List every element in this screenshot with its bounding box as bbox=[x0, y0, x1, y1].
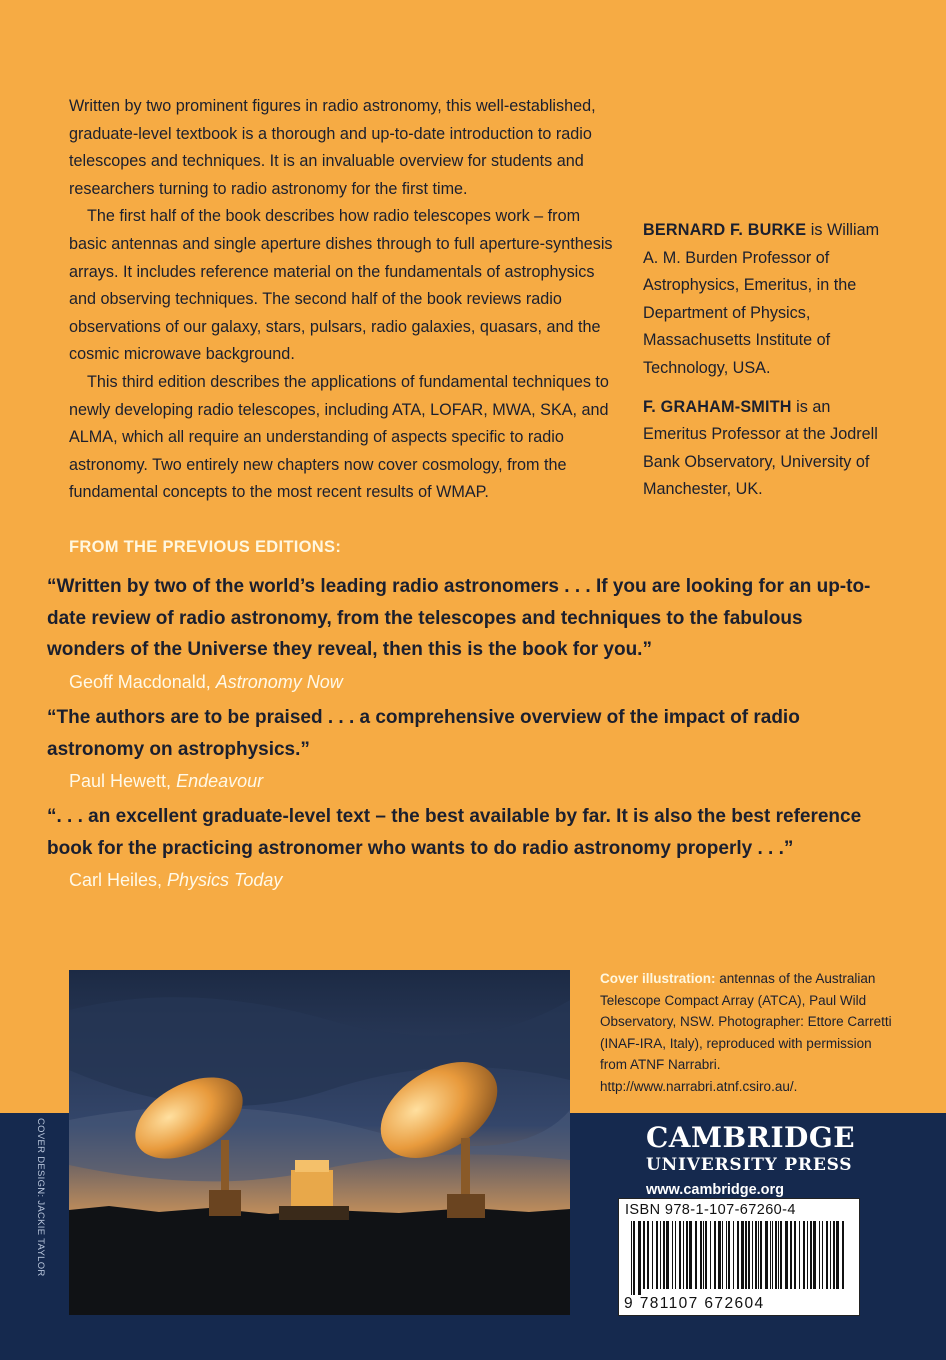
barcode-bar bbox=[741, 1221, 744, 1289]
barcode-bar bbox=[663, 1221, 665, 1289]
barcode-bar bbox=[785, 1221, 788, 1289]
book-description bbox=[69, 93, 614, 507]
barcode-bar bbox=[760, 1221, 762, 1289]
author-name: F. GRAHAM-SMITH bbox=[643, 397, 792, 416]
barcode-bar bbox=[726, 1221, 727, 1289]
barcode-bar bbox=[745, 1221, 747, 1289]
barcode-bar bbox=[826, 1221, 828, 1289]
quote-source: Physics Today bbox=[167, 870, 283, 890]
barcode-bar bbox=[813, 1221, 816, 1289]
barcode-bar bbox=[836, 1221, 839, 1289]
barcode-bar bbox=[758, 1221, 759, 1289]
publisher-logo bbox=[646, 1122, 855, 1198]
caption-lead: Cover illustration: bbox=[600, 971, 716, 986]
barcode-bar bbox=[722, 1221, 723, 1289]
quote-attribution bbox=[69, 768, 877, 794]
quote-attribution bbox=[69, 867, 877, 893]
quote-author: Carl Heiles, bbox=[69, 870, 168, 890]
barcode-bar bbox=[748, 1221, 750, 1289]
cover-illustration-caption bbox=[600, 968, 900, 1097]
quote-text: “. . . an excellent graduate-level text – the best available by far. It is also the best reference book for the practicing astronomer who wants to do radio astronomy properly . . .” bbox=[47, 806, 862, 859]
barcode-bar bbox=[672, 1221, 673, 1289]
quote-source: Astronomy Now bbox=[215, 671, 343, 692]
barcode-bar bbox=[819, 1221, 820, 1289]
barcode-bar bbox=[631, 1221, 632, 1295]
barcode-digits: 9 781107 672604 bbox=[624, 1295, 765, 1312]
previous-editions-heading: FROM THE PREVIOUS EDITIONS: bbox=[69, 538, 342, 556]
barcode-bar bbox=[737, 1221, 739, 1289]
barcode-bar bbox=[647, 1221, 649, 1289]
review-quote bbox=[47, 702, 877, 794]
caption-text: antennas of the Australian Telescope Compact Array (ATCA), Paul Wild Observatory, NSW. Photographer: Ettore Carretti (INAF-IRA, Italy), reproduced with permission from ATNF Narrabri. http://www.narrabri.atnf.csiro.au/. bbox=[600, 971, 892, 1094]
barcode-bar bbox=[772, 1221, 773, 1289]
description-paragraph-1: Written by two prominent figures in radio astronomy, this well-established, graduate-level textbook is a thorough and up-to-date introduction to radio telescopes and techniques. It is an invaluable overview for students and researchers turning to radio astronomy for the first time. bbox=[69, 97, 596, 198]
author-bio-text: is an Emeritus Professor at the Jodrell Bank Observatory, University of Manchester, UK. bbox=[643, 397, 878, 499]
quote-text: “The authors are to be praised . . . a comprehensive overview of the impact of radio astronomy on astrophysics.” bbox=[47, 707, 800, 760]
barcode-bar bbox=[714, 1221, 716, 1289]
author-bio-text: is William A. M. Burden Professor of Astrophysics, Emeritus, in the Department of Physics, Massachusetts Institute of Technology, USA. bbox=[643, 221, 880, 377]
barcode-bar bbox=[710, 1221, 711, 1289]
author-bio-graham-smith bbox=[643, 394, 893, 504]
barcode-bar bbox=[728, 1221, 730, 1289]
barcode-bar bbox=[700, 1221, 702, 1289]
quote-attribution bbox=[69, 669, 877, 695]
cover-design-credit: COVER DESIGN: JACKIE TAYLOR bbox=[35, 1118, 46, 1277]
review-quote bbox=[47, 801, 877, 893]
cover-photo bbox=[69, 970, 570, 1315]
barcode-bar bbox=[775, 1221, 777, 1289]
barcode-bar bbox=[703, 1221, 704, 1289]
publisher-url: www.cambridge.org bbox=[646, 1182, 785, 1198]
quote-author: Paul Hewett, bbox=[69, 771, 177, 791]
barcode-bar bbox=[679, 1221, 681, 1289]
publisher-subtitle: UNIVERSITY PRESS bbox=[646, 1155, 853, 1175]
barcode-bar bbox=[794, 1221, 796, 1289]
barcode-bar bbox=[822, 1221, 823, 1289]
barcode-bar bbox=[656, 1221, 658, 1289]
radio-telescope-photo bbox=[69, 970, 570, 1315]
barcode-bar bbox=[689, 1221, 692, 1289]
barcode-bar bbox=[755, 1221, 757, 1289]
quote-text: “Written by two of the world’s leading radio astronomers . . . If you are looking for an up-to-date review of radio astronomy, from the telescopes and techniques to the fabulous wonders of the Universe they reveal, then this is the book for you.” bbox=[47, 576, 871, 660]
barcode-bar bbox=[780, 1221, 782, 1289]
barcode-bar bbox=[686, 1221, 688, 1289]
barcode-bar bbox=[633, 1221, 635, 1295]
barcode-bar bbox=[799, 1221, 800, 1289]
quote-author: Geoff Macdonald, bbox=[69, 671, 216, 692]
barcode-bar bbox=[807, 1221, 808, 1289]
barcode-bar bbox=[643, 1221, 645, 1289]
isbn-barcode-block bbox=[618, 1198, 860, 1316]
barcode-bar bbox=[833, 1221, 835, 1289]
author-bios bbox=[643, 217, 893, 504]
quote-source: Endeavour bbox=[176, 771, 264, 791]
barcode-bar bbox=[778, 1221, 779, 1289]
barcode-bar bbox=[810, 1221, 812, 1289]
author-bio-burke bbox=[643, 217, 893, 383]
barcode-bar bbox=[765, 1221, 768, 1289]
barcode bbox=[623, 1221, 855, 1295]
author-name: BERNARD F. BURKE bbox=[643, 221, 807, 239]
barcode-bar bbox=[842, 1221, 844, 1289]
barcode-bar bbox=[660, 1221, 661, 1289]
barcode-bar bbox=[830, 1221, 831, 1289]
barcode-bar bbox=[675, 1221, 676, 1289]
barcode-bar bbox=[705, 1221, 707, 1289]
barcode-bar bbox=[770, 1221, 771, 1289]
barcode-bar bbox=[666, 1221, 669, 1289]
description-paragraph-2: The first half of the book describes how radio telescopes work – from basic antennas and single aperture dishes through to full aperture-synthesis arrays. It includes reference material on the fundamentals of astrophysics and observing techniques. The second half of the book reviews radio observations of our galaxy, stars, pulsars, radio galaxies, quasars, and the cosmic microwave background. bbox=[69, 207, 613, 364]
barcode-bar bbox=[803, 1221, 805, 1289]
publisher-name: CAMBRIDGE bbox=[646, 1121, 856, 1154]
barcode-bar bbox=[652, 1221, 653, 1289]
barcode-bar bbox=[695, 1221, 697, 1289]
isbn-label: ISBN 978-1-107-67260-4 bbox=[625, 1202, 796, 1218]
barcode-bar bbox=[718, 1221, 721, 1289]
barcode-bar bbox=[683, 1221, 684, 1289]
review-quote bbox=[47, 571, 877, 695]
description-paragraph-3: This third edition describes the applications of fundamental techniques to newly developing radio telescopes, including ATA, LOFAR, MWA, SKA, and ALMA, which all require an understanding of aspects specific to radio astronomy. Two entirely new chapters now cover cosmology, from the fundamental concepts to the most recent results of WMAP. bbox=[69, 372, 609, 502]
barcode-bar bbox=[638, 1221, 641, 1295]
barcode-bar bbox=[752, 1221, 753, 1289]
barcode-bar bbox=[733, 1221, 734, 1289]
barcode-bar bbox=[790, 1221, 792, 1289]
